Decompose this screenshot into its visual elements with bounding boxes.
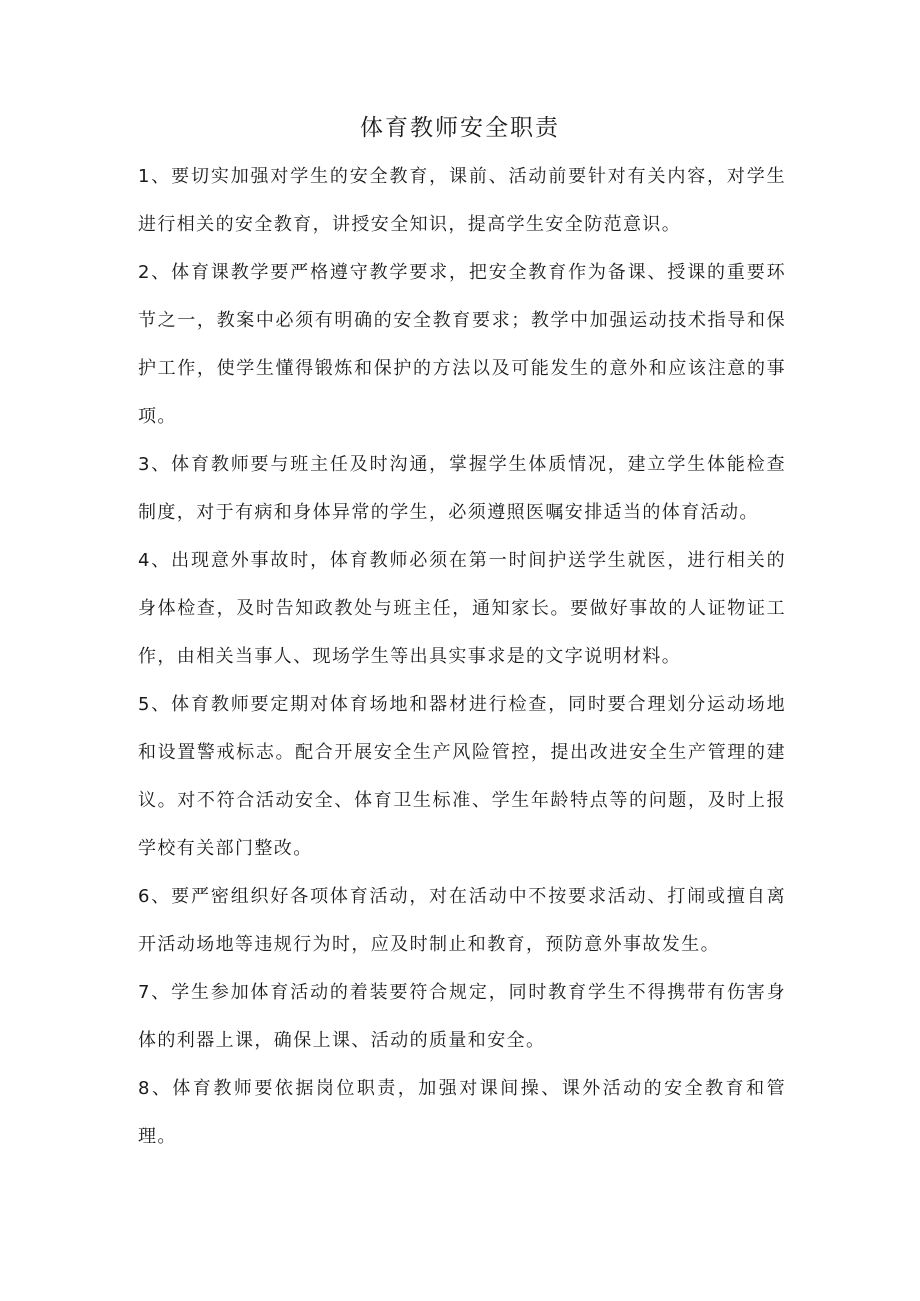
duty-item-1: 1、要切实加强对学生的安全教育，课前、活动前要针对有关内容，对学生进行相关的安全教育，讲授安全知识，提高学生安全防范意识。 (138, 166, 786, 235)
duty-item-7: 7、学生参加体育活动的着装要符合规定，同时教育学生不得携带有伤害身体的利器上课，确保上课、活动的质量和安全。 (138, 982, 786, 1051)
duty-item-5: 5、体育教师要定期对体育场地和器材进行检查，同时要合理划分运动场地和设置警戒标志。配合开展安全生产风险管控，提出改进安全生产管理的建议。对不符合活动安全、体育卫生标准、学生年龄特点等的问题，及时上报学校有关部门整改。 (138, 694, 786, 859)
document-title: 体育教师安全职责 (360, 115, 560, 141)
duty-item-6: 6、要严密组织好各项体育活动，对在活动中不按要求活动、打闹或擅自离开活动场地等违规行为时，应及时制止和教育，预防意外事故发生。 (138, 886, 786, 955)
duty-item-8: 8、体育教师要依据岗位职责，加强对课间操、课外活动的安全教育和管理。 (138, 1078, 786, 1147)
duty-item-2: 2、体育课教学要严格遵守教学要求，把安全教育作为备课、授课的重要环节之一，教案中必须有明确的安全教育要求；教学中加强运动技术指导和保护工作，使学生懂得锻炼和保护的方法以及可能发生的意外和应该注意的事项。 (138, 262, 786, 427)
duty-item-4: 4、出现意外事故时，体育教师必须在第一时间护送学生就医，进行相关的身体检查，及时告知政教处与班主任，通知家长。要做好事故的人证物证工作，由相关当事人、现场学生等出具实事求是的文字说明材料。 (138, 550, 786, 667)
duty-item-3: 3、体育教师要与班主任及时沟通，掌握学生体质情况，建立学生体能检查制度，对于有病和身体异常的学生，必须遵照医嘱安排适当的体育活动。 (138, 454, 786, 523)
